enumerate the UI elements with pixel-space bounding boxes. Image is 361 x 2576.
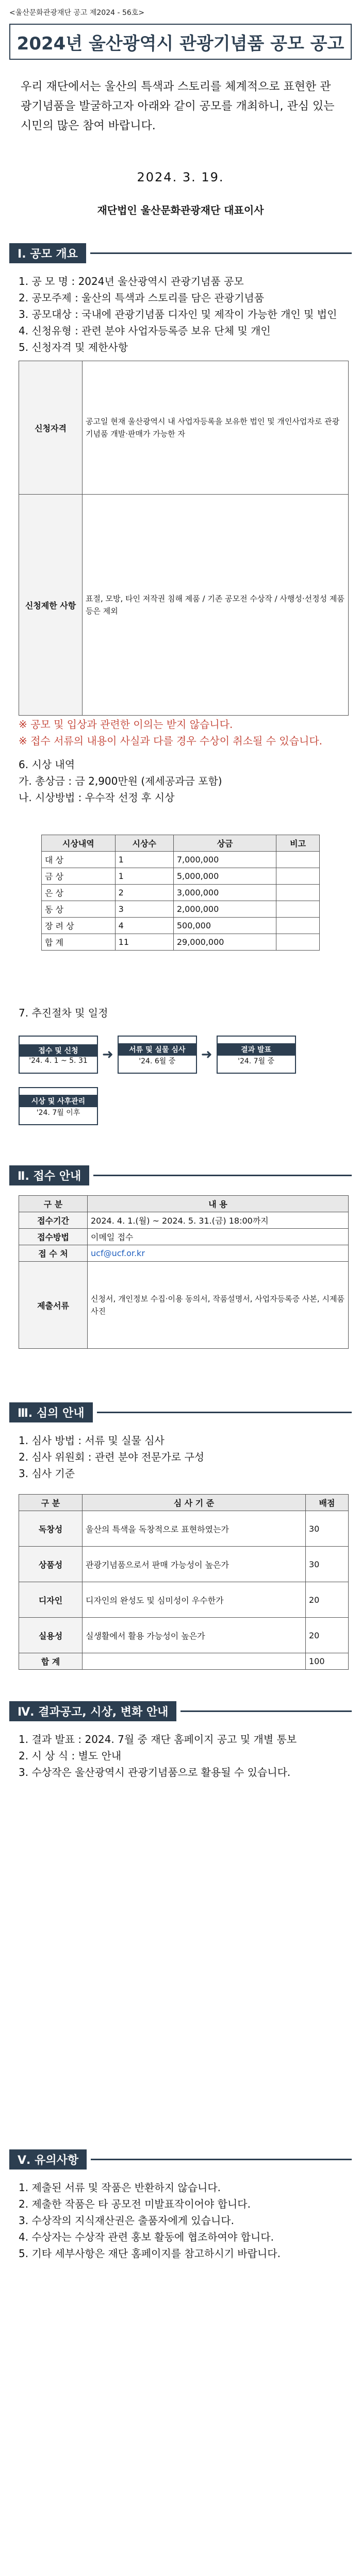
- section-title: Ⅲ. 심의 안내: [9, 1402, 93, 1422]
- review-table: [19, 1494, 349, 1670]
- section-title: Ⅰ. 공모 개요: [9, 243, 86, 263]
- section-rule: [180, 1710, 352, 1712]
- review-header: 배점: [306, 1495, 349, 1511]
- signature: 재단법인 울산문화관광재단 대표이사: [97, 204, 264, 216]
- table-row: 제출서류 신청서, 개인정보 수집·이용 동의서, 작품설명서, 사업자등록증 사본, 시제품 사진: [19, 1262, 349, 1349]
- section-header-reception: [9, 1164, 352, 1186]
- process-step: 접수 및 신청 '24. 4. 1 ~ 5. 31: [19, 1036, 98, 1074]
- process-step: 서류 및 실물 심사 '24. 6월 중: [118, 1036, 197, 1074]
- overview-item: 4. 신청유형 : 관련 분야 사업자등록증 보유 단체 및 개인: [19, 325, 271, 337]
- results-line: 1. 결과 발표 : 2024. 7월 중 재단 홈페이지 공고 및 개별 통보: [19, 1733, 297, 1745]
- section-title: Ⅱ. 접수 안내: [9, 1165, 89, 1185]
- caution-line: 1. 제출된 서류 및 작품은 반환하지 않습니다.: [19, 2181, 221, 2194]
- table-row: 장 려 상 4 500,000: [42, 918, 320, 934]
- section-rule: [93, 1175, 352, 1176]
- awards-header: 상금: [173, 835, 276, 852]
- table-row: 실용성 실생활에서 활용 가능성이 높은가 20: [19, 1618, 349, 1653]
- caution-line: 3. 수상작의 지식재산권은 출품자에게 있습니다.: [19, 2214, 234, 2227]
- results-line: 2. 시 상 식 : 별도 안내: [19, 1750, 122, 1762]
- schedule-item: 6. 시상 내역: [19, 758, 75, 771]
- section-header-cautions: [9, 2148, 352, 2170]
- overview-item: 2. 공모주제 : 울산의 특색과 스토리를 담은 관광기념품: [19, 292, 265, 304]
- table-row: 합 계 11 29,000,000: [42, 934, 320, 951]
- process-flow: [19, 1036, 296, 1074]
- process-step: 결과 발표 '24. 7월 중: [217, 1036, 296, 1074]
- table-row: 접수방법 이메일 접수: [19, 1229, 349, 1245]
- section-header-overview: [9, 242, 352, 264]
- caution-line: 4. 수상자는 수상작 관련 홍보 활동에 협조하여야 합니다.: [19, 2231, 274, 2243]
- section-title: Ⅳ. 결과공고, 시상, 변화 안내: [9, 1701, 176, 1721]
- awards-header: 비고: [276, 835, 320, 852]
- arrow-right-icon: ➜: [102, 1047, 113, 1062]
- section-header-review: [9, 1401, 352, 1423]
- overview-item: 1. 공 모 명 : 2024년 울산광역시 관광기념품 공모: [19, 275, 244, 287]
- review-header: 심 사 기 준: [83, 1495, 306, 1511]
- section-rule: [91, 2159, 352, 2160]
- section-rule: [90, 252, 352, 254]
- awards-header: 시상내역: [42, 835, 116, 852]
- email-link[interactable]: ucf@ucf.or.kr: [88, 1245, 349, 1262]
- review-list: [19, 1432, 349, 1482]
- process-flow-2: [19, 1087, 98, 1125]
- section-header-results: [9, 1700, 352, 1722]
- process-step: 시상 및 사후관리 '24. 7월 이후: [19, 1087, 98, 1125]
- reception-table: [19, 1195, 349, 1349]
- arrow-right-icon: ➜: [201, 1047, 212, 1062]
- overview-list: [19, 273, 349, 355]
- table-row: 접수기간 2024. 4. 1.(월) ~ 2024. 5. 31.(금) 18:00까지: [19, 1212, 349, 1229]
- review-header: 구 분: [19, 1495, 83, 1511]
- eligibility-label: 신청자격: [19, 361, 83, 495]
- review-line: 3. 심사 기준: [19, 1467, 75, 1480]
- table-row: 디자인 디자인의 완성도 및 심미성이 우수한가 20: [19, 1582, 349, 1618]
- overview-item: 5. 신청자격 및 제한사항: [19, 341, 128, 353]
- awards-table: [41, 835, 320, 951]
- table-row: 접 수 처 ucf@ucf.or.kr: [19, 1245, 349, 1262]
- reception-header: 구 분: [19, 1196, 88, 1212]
- section-title: Ⅴ. 유의사항: [9, 2149, 87, 2170]
- review-line: 2. 심사 위원회 : 관련 분야 전문가로 구성: [19, 1451, 205, 1463]
- section-rule: [97, 1412, 352, 1413]
- notice-number: <울산문화관광재단 공고 제2024 - 56호>: [9, 9, 145, 17]
- eligibility-table: [19, 361, 349, 716]
- eligibility-text: 공고일 현재 울산광역시 내 사업자등록을 보유한 법인 및 개인사업자로 관광기념품 개발·판매가 가능한 자: [83, 361, 349, 495]
- restriction-text: 표절, 모방, 타인 저작권 침해 제품 / 기존 공모전 수상작 / 사행성·선정성 제품 등은 제외: [83, 495, 349, 716]
- page-title: 2024년 울산광역시 관광기념품 공모 공고: [9, 24, 352, 60]
- caution-line: 2. 제출한 작품은 타 공모전 미발표작이어야 합니다.: [19, 2198, 251, 2210]
- note-line: ※ 접수 서류의 내용이 사실과 다를 경우 수상이 취소될 수 있습니다.: [19, 735, 323, 747]
- schedule-line: 가. 총상금 : 금 2,900만원 (제세공과금 포함): [19, 775, 222, 787]
- table-row: 은 상 2 3,000,000: [42, 885, 320, 901]
- notice-date: 2024. 3. 19.: [137, 170, 224, 184]
- table-row: 상품성 관광기념품으로서 판매 가능성이 높은가 30: [19, 1547, 349, 1582]
- restriction-label: 신청제한 사항: [19, 495, 83, 716]
- results-line: 3. 수상작은 울산광역시 관광기념품으로 활용될 수 있습니다.: [19, 1766, 291, 1778]
- schedule-line: 나. 시상방법 : 우수작 선정 후 시상: [19, 791, 175, 804]
- table-row: 합 계 100: [19, 1653, 349, 1670]
- process-title: 7. 추진절차 및 일정: [19, 1007, 108, 1019]
- overview-item: 3. 공모대상 : 국내에 관광기념품 디자인 및 제작이 가능한 개인 및 법인: [19, 308, 337, 320]
- caution-line: 5. 기타 세부사항은 재단 홈페이지를 참고하시기 바랍니다.: [19, 2247, 281, 2260]
- note-line: ※ 공모 및 입상과 관련한 이의는 받지 않습니다.: [19, 718, 233, 731]
- reception-header: 내 용: [88, 1196, 349, 1212]
- table-row: 대 상 1 7,000,000: [42, 852, 320, 868]
- overview-notes: [19, 716, 349, 806]
- table-row: 동 상 3 2,000,000: [42, 901, 320, 918]
- awards-header: 시상수: [115, 835, 173, 852]
- table-row: 금 상 1 5,000,000: [42, 868, 320, 885]
- intro-text: 우리 재단에서는 울산의 특색과 스토리를 체계적으로 표현한 관광기념품을 발굴하고자 아래와 같이 공모를 개최하니, 관심 있는 시민의 많은 참여 바랍니다.: [21, 80, 338, 132]
- results-list: [19, 1731, 349, 1781]
- review-line: 1. 심사 방법 : 서류 및 실물 심사: [19, 1434, 165, 1447]
- table-row: 독창성 울산의 특색을 독창적으로 표현하였는가 30: [19, 1511, 349, 1547]
- cautions-list: [19, 2179, 349, 2262]
